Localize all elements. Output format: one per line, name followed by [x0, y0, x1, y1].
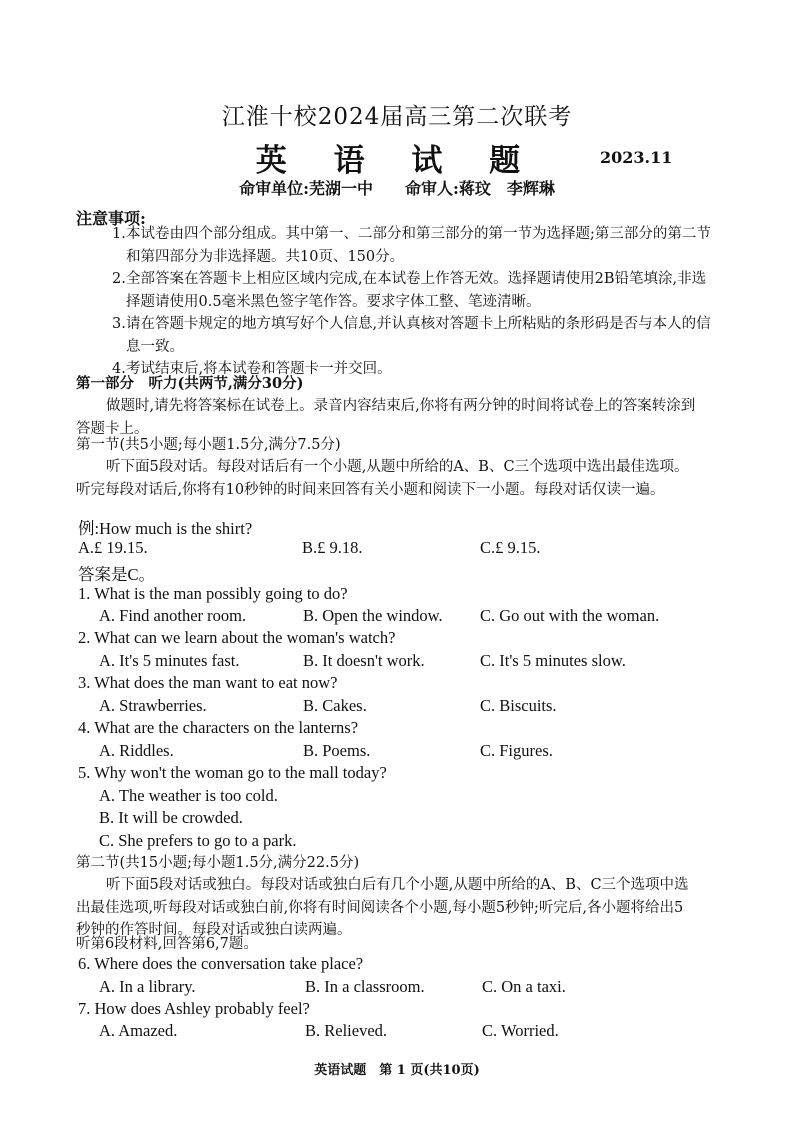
question-3: 3. What does the man want to eat now? — [78, 673, 338, 692]
q5-option-c: C. She prefers to go to a park. — [99, 831, 297, 850]
material6-note: 听第6段材料,回答第6,7题。 — [76, 936, 258, 952]
subject-title: 英 语 试 题 — [255, 143, 539, 179]
q4-option-c: C. Figures. — [480, 741, 553, 760]
q1-option-b: B. Open the window. — [303, 606, 443, 625]
q2-option-a: A. It's 5 minutes fast. — [99, 651, 240, 670]
q7-option-c: C. Worried. — [482, 1021, 559, 1040]
example-option-a: A.£ 19.15. — [78, 538, 148, 557]
notice-item-num: 3. — [112, 316, 126, 332]
example-answer: 答案是C。 — [78, 565, 156, 584]
part1-intro: 做题时,请先将答案标在试卷上。录音内容结束后,你将有两分钟的时间将试卷上的答案转涂到答题卡上。 — [76, 398, 696, 437]
notice-item-text: 本试卷由四个部分组成。其中第一、二部分和第三部分的第一节为选择题;第三部分的第二节和第四部分为非选择题。共10页、150分。 — [126, 226, 711, 265]
q6-option-c: C. On a taxi. — [482, 977, 566, 996]
notice-item — [112, 268, 712, 313]
notice-item-num: 4. — [112, 361, 126, 377]
q5-option-b: B. It will be crowded. — [99, 808, 243, 827]
q2-option-b: B. It doesn't work. — [303, 651, 425, 670]
notice-item-text: 全部答案在答题卡上相应区域内完成,在本试卷上作答无效。选择题请使用2B铅笔填涂,非选择题请使用0.5毫米黑色签字笔作答。要求字体工整、笔迹清晰。 — [126, 271, 707, 310]
q5-option-a: A. The weather is too cold. — [99, 786, 278, 805]
notice-title: 注意事项: — [76, 209, 146, 228]
q7-option-a: A. Amazed. — [99, 1021, 178, 1040]
part1-heading: 第一部分 听力(共两节,满分30分) — [76, 375, 304, 392]
example-question: 例:How much is the shirt? — [78, 519, 253, 538]
question-6: 6. Where does the conversation take place? — [78, 954, 364, 973]
q7-option-b: B. Relieved. — [305, 1021, 388, 1040]
exam-date: 2023.11 — [600, 148, 673, 167]
notice-item — [112, 313, 712, 358]
notice-item-num: 1. — [112, 226, 126, 242]
exam-title: 江淮十校2024届高三第二次联考 — [221, 104, 573, 130]
question-4: 4. What are the characters on the lanterns? — [78, 718, 359, 737]
authors-line: 命审单位:芜湖一中 命审人:蒋玟 李辉琳 — [239, 179, 555, 198]
q3-option-b: B. Cakes. — [303, 696, 367, 715]
notice-item-num: 2. — [112, 271, 126, 287]
q1-option-a: A. Find another room. — [99, 606, 247, 625]
section2-heading: 第二节(共15小题;每小题1.5分,满分22.5分) — [76, 855, 360, 871]
q6-option-a: A. In a library. — [99, 977, 196, 996]
notice-item — [112, 223, 712, 268]
q6-option-b: B. In a classroom. — [305, 977, 425, 996]
question-5: 5. Why won't the woman go to the mall today? — [78, 763, 387, 782]
section1-intro: 听下面5段对话。每段对话后有一个小题,从题中所给的A、B、C三个选项中选出最佳选项。听完每段对话后,你将有10秒钟的时间来回答有关小题和阅读下一小题。每段对话仅读一遍。 — [76, 459, 689, 498]
q3-option-a: A. Strawberries. — [99, 696, 207, 715]
question-7: 7. How does Ashley probably feel? — [78, 999, 310, 1018]
q2-option-c: C. It's 5 minutes slow. — [480, 651, 626, 670]
q4-option-b: B. Poems. — [303, 741, 371, 760]
page-footer: 英语试题 第 1 页(共10页) — [314, 1063, 480, 1078]
example-option-b: B.£ 9.18. — [302, 538, 363, 557]
question-1: 1. What is the man possibly going to do? — [78, 584, 348, 603]
q3-option-c: C. Biscuits. — [480, 696, 557, 715]
notice-list — [112, 223, 712, 381]
section1-heading: 第一节(共5小题;每小题1.5分,满分7.5分) — [76, 437, 341, 453]
example-option-c: C.£ 9.15. — [480, 538, 541, 557]
section2-intro: 听下面5段对话或独白。每段对话或独白后有几个小题,从题中所给的A、B、C三个选项中选出最佳选项,听每段对话或独白前,你将有时间阅读各个小题,每小题5秒钟;听完后,各小题将给出5秒钟的作答时间。每段对话或独白读两遍。 — [76, 877, 689, 938]
notice-item-text: 请在答题卡规定的地方填写好个人信息,并认真核对答题卡上所粘贴的条形码是否与本人的信息一致。 — [126, 316, 711, 355]
q4-option-a: A. Riddles. — [99, 741, 174, 760]
q1-option-c: C. Go out with the woman. — [480, 606, 660, 625]
question-2: 2. What can we learn about the woman's watch? — [78, 628, 396, 647]
notice-item-text: 考试结束后,将本试卷和答题卡一并交回。 — [126, 361, 392, 377]
